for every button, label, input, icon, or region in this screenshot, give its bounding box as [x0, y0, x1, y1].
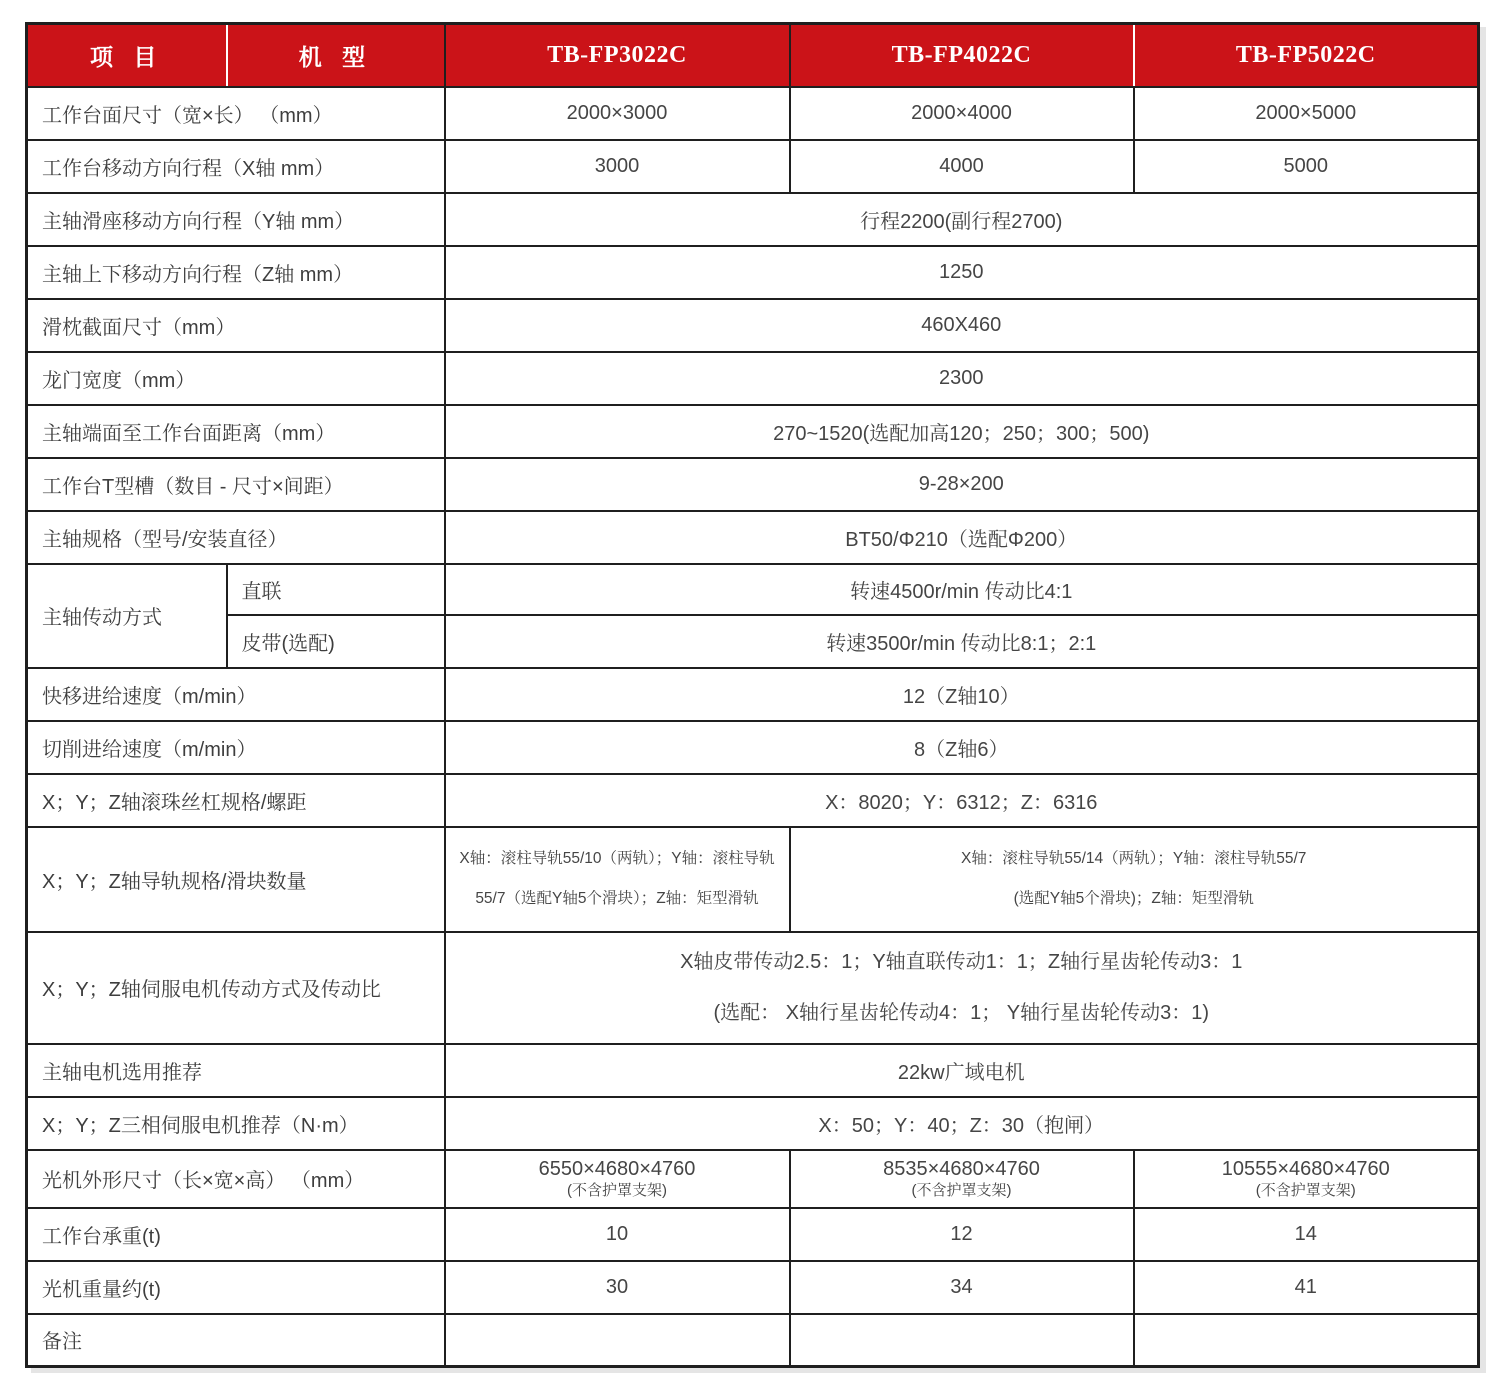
- value-table-load-fp4022c: 12: [790, 1208, 1134, 1261]
- label-machine-weight: 光机重量约(t): [27, 1261, 445, 1314]
- label-spindle-drive-direct: 直联: [227, 564, 445, 615]
- row-servo-drive: [27, 932, 1479, 1044]
- value-machine-weight-fp3022c: 30: [445, 1261, 790, 1314]
- row-spindle-drive-direct: [27, 564, 1479, 615]
- row-z-travel: [27, 246, 1479, 299]
- machine-size-note-fp3022c: (不含护罩支架): [567, 1182, 667, 1200]
- label-machine-size: 光机外形尺寸（长×宽×高） （mm）: [27, 1150, 445, 1208]
- servo-drive-line1: X轴皮带传动2.5：1；Y轴直联传动1：1；Z轴行星齿轮传动3：1: [680, 950, 1243, 973]
- machine-size-fp4022c: 8535×4680×4760: [883, 1158, 1040, 1181]
- value-ballscrew: X：8020；Y：6312；Z：6316: [445, 774, 1479, 827]
- header-model-fp5022c: TB-FP5022C: [1134, 24, 1479, 87]
- label-servo-drive: X；Y；Z轴伺服电机传动方式及传动比: [27, 932, 445, 1044]
- row-table-size: [27, 87, 1479, 140]
- row-spindle-spec: [27, 511, 1479, 564]
- header-model-fp4022c: TB-FP4022C: [790, 24, 1134, 87]
- label-ram-section: 滑枕截面尺寸（mm）: [27, 299, 445, 352]
- label-z-travel: 主轴上下移动方向行程（Z轴 mm）: [27, 246, 445, 299]
- value-remarks-fp3022c: [445, 1314, 790, 1367]
- value-table-size-fp5022c: 2000×5000: [1134, 87, 1479, 140]
- value-y-travel: 行程2200(副行程2700): [445, 193, 1479, 246]
- value-servo-drive: [445, 932, 1479, 1044]
- guideway-fp3022c-line1: X轴：滚柱导轨55/10（两轨）；Y轴：滚柱导轨: [459, 849, 775, 867]
- header-model: 机 型: [227, 24, 445, 87]
- value-remarks-fp4022c: [790, 1314, 1134, 1367]
- header-row: [27, 24, 1479, 87]
- row-rapid-feed: [27, 668, 1479, 721]
- value-table-size-fp4022c: 2000×4000: [790, 87, 1134, 140]
- label-spindle-to-table: 主轴端面至工作台面距离（mm）: [27, 405, 445, 458]
- row-gantry-width: [27, 352, 1479, 405]
- value-spindle-to-table: 270~1520(选配加高120；250；300；500): [445, 405, 1479, 458]
- label-table-load: 工作台承重(t): [27, 1208, 445, 1261]
- value-machine-size-fp3022c: [445, 1150, 790, 1208]
- value-table-load-fp5022c: 14: [1134, 1208, 1479, 1261]
- value-z-travel: 1250: [445, 246, 1479, 299]
- value-gantry-width: 2300: [445, 352, 1479, 405]
- value-guideway-fp4022c-fp5022c: [790, 827, 1479, 932]
- row-machine-weight: [27, 1261, 1479, 1314]
- label-t-slot: 工作台T型槽（数目 - 尺寸×间距）: [27, 458, 445, 511]
- label-spindle-motor: 主轴电机选用推荐: [27, 1044, 445, 1097]
- header-model-fp3022c: TB-FP3022C: [445, 24, 790, 87]
- value-cutting-feed: 8（Z轴6）: [445, 721, 1479, 774]
- label-gantry-width: 龙门宽度（mm）: [27, 352, 445, 405]
- row-spindle-motor: [27, 1044, 1479, 1097]
- guideway-fp4022c-line2: (选配Y轴5个滑块)；Z轴：矩型滑轨: [1013, 890, 1254, 907]
- machine-size-fp3022c: 6550×4680×4760: [538, 1158, 696, 1181]
- value-remarks-fp5022c: [1134, 1314, 1479, 1367]
- header-item: 项 目: [27, 24, 227, 87]
- row-cutting-feed: [27, 721, 1479, 774]
- machine-spec-table: [25, 22, 1480, 1368]
- guideway-fp4022c-line1: X轴：滚柱导轨55/14（两轨）；Y轴：滚柱导轨55/7: [961, 849, 1307, 867]
- row-ram-section: [27, 299, 1479, 352]
- label-ballscrew: X；Y；Z轴滚珠丝杠规格/螺距: [27, 774, 445, 827]
- label-servo-motor: X；Y；Z三相伺服电机推荐（N·m）: [27, 1097, 445, 1150]
- value-x-travel-fp3022c: 3000: [445, 140, 790, 193]
- row-guideway: [27, 827, 1479, 932]
- row-t-slot: [27, 458, 1479, 511]
- label-spindle-drive: 主轴传动方式: [27, 564, 227, 668]
- value-t-slot: 9-28×200: [445, 458, 1479, 511]
- label-rapid-feed: 快移进给速度（m/min）: [27, 668, 445, 721]
- guideway-fp3022c-line2: 55/7（选配Y轴5个滑块）；Z轴：矩型滑轨: [475, 890, 759, 907]
- value-machine-size-fp5022c: [1134, 1150, 1479, 1208]
- value-spindle-spec: BT50/Φ210（选配Φ200）: [445, 511, 1479, 564]
- label-cutting-feed: 切削进给速度（m/min）: [27, 721, 445, 774]
- label-guideway: X；Y；Z轴导轨规格/滑块数量: [27, 827, 445, 932]
- value-table-size-fp3022c: 2000×3000: [445, 87, 790, 140]
- value-ram-section: 460X460: [445, 299, 1479, 352]
- row-spindle-drive-belt: [27, 615, 1479, 668]
- value-x-travel-fp4022c: 4000: [790, 140, 1134, 193]
- machine-size-note-fp4022c: (不含护罩支架): [911, 1182, 1012, 1200]
- value-rapid-feed: 12（Z轴10）: [445, 668, 1479, 721]
- value-spindle-drive-direct: 转速4500r/min 传动比4:1: [445, 564, 1479, 615]
- label-x-travel: 工作台移动方向行程（X轴 mm）: [27, 140, 445, 193]
- machine-size-fp5022c: 10555×4680×4760: [1221, 1158, 1390, 1181]
- label-spindle-spec: 主轴规格（型号/安装直径）: [27, 511, 445, 564]
- servo-drive-line2: (选配： X轴行星齿轮传动4：1； Y轴行星齿轮传动3：1): [713, 1001, 1210, 1024]
- value-machine-weight-fp4022c: 34: [790, 1261, 1134, 1314]
- row-servo-motor: [27, 1097, 1479, 1150]
- row-spindle-to-table: [27, 405, 1479, 458]
- label-y-travel: 主轴滑座移动方向行程（Y轴 mm）: [27, 193, 445, 246]
- value-spindle-drive-belt: 转速3500r/min 传动比8:1；2:1: [445, 615, 1479, 668]
- value-guideway-fp3022c: [445, 827, 790, 932]
- row-table-load: [27, 1208, 1479, 1261]
- value-machine-weight-fp5022c: 41: [1134, 1261, 1479, 1314]
- label-remarks: 备注: [27, 1314, 445, 1367]
- label-table-size: 工作台面尺寸（宽×长） （mm）: [27, 87, 445, 140]
- label-spindle-drive-belt: 皮带(选配): [227, 615, 445, 668]
- machine-size-note-fp5022c: (不含护罩支架): [1255, 1182, 1356, 1200]
- row-y-travel: [27, 193, 1479, 246]
- row-remarks: [27, 1314, 1479, 1367]
- row-ballscrew: [27, 774, 1479, 827]
- value-machine-size-fp4022c: [790, 1150, 1134, 1208]
- value-x-travel-fp5022c: 5000: [1134, 140, 1479, 193]
- value-table-load-fp3022c: 10: [445, 1208, 790, 1261]
- row-machine-size: [27, 1150, 1479, 1208]
- value-spindle-motor: 22kw广域电机: [445, 1044, 1479, 1097]
- value-servo-motor: X：50；Y：40；Z：30（抱闸）: [445, 1097, 1479, 1150]
- row-x-travel: [27, 140, 1479, 193]
